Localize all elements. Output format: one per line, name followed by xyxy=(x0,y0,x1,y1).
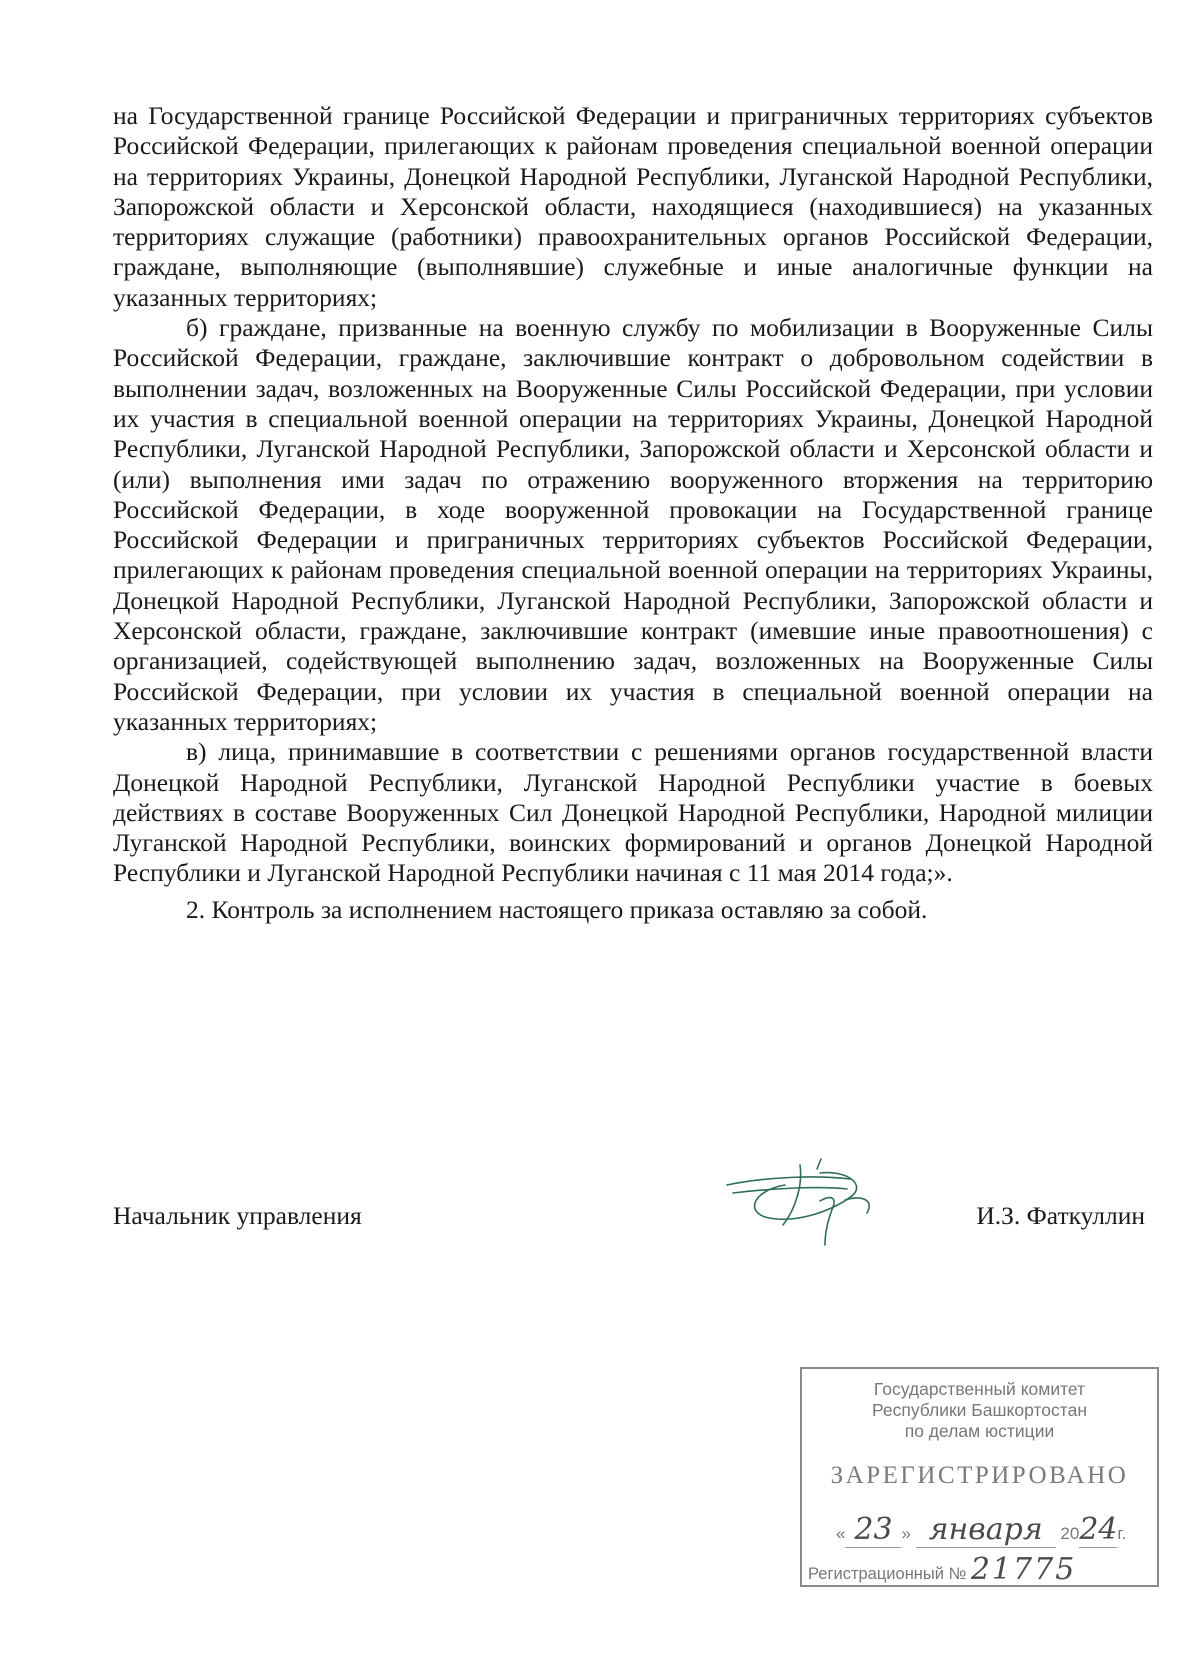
stamp-status: ЗАРЕГИСТРИРОВАНО xyxy=(830,1462,1129,1489)
stamp-org-line: по делам юстиции xyxy=(904,1421,1055,1441)
signatory-position: Начальник управления xyxy=(113,1201,362,1230)
stamp-registration xyxy=(808,1552,1076,1587)
handwritten-signature xyxy=(725,1155,905,1250)
stamp-reg-number: 21775 xyxy=(970,1552,1077,1587)
registration-stamp xyxy=(800,1367,1159,1587)
paragraph-control-clause: 2. Контроль за исполнением настоящего приказа оставляю за собой. xyxy=(186,894,928,924)
stamp-date-year-prefix: 20 xyxy=(1060,1524,1080,1543)
paragraph-continuation: на Государственной границе Российской Федерации и приграничных территориях субъектов Российской Федерации, прилегающих к районам проведения специальной военной операции на территориях Украины, Донецкой Народной Республики, Луганской Народной Республики, Запорожской области и Херсонской области, находящиеся (находившиеся) на указанных территориях служащие (работники) правоохранительных органов Российской Федерации, граждане, выполняющие (выполнявшие) служебные и иные аналогичные функции на указанных территориях; xyxy=(113,101,1153,312)
stamp-date-day: 23 xyxy=(845,1512,901,1548)
stamp-date xyxy=(836,1512,1126,1548)
stamp-org-line: Республики Башкортостан xyxy=(871,1400,1088,1420)
stamp-organization xyxy=(802,1379,1157,1442)
document-body xyxy=(113,101,1153,925)
signatory-name: И.З. Фаткуллин xyxy=(976,1201,1145,1230)
stamp-date-year-unit: г. xyxy=(1117,1524,1127,1543)
stamp-date-close-quote: » xyxy=(901,1524,911,1543)
paragraph-item-b: б) граждане, призванные на военную службу по мобилизации в Вооруженные Силы Российской Федерации, граждане, заключившие контракт о добровольном содействии в выполнении задач, возложенных на Вооруженные Силы Российской Федерации, при условии их участия в специальной военной операции на территориях Украины, Донецкой Народной Республики, Луганской Народной Республики, Запорожской области и Херсонской области и (или) выполнения ими задач по отражению вооруженного вторжения на территорию Российской Федерации, в ходе вооруженной провокации на Государственной границе Российской Федерации и приграничных территориях субъектов Российской Федерации, прилегающих к районам проведения специальной военной операции на территориях Украины, Донецкой Народной Республики, Луганской Народной Республики, Запорожской области и Херсонской области, граждане, заключившие контракт (имевшие иные правоотношения) с организацией, содействующей выполнению задач, возложенных на Вооруженные Силы Российской Федерации, при условии их участия в специальной военной операции на указанных территориях; xyxy=(113,313,1153,736)
stamp-reg-label: Регистрационный № xyxy=(808,1565,967,1583)
stamp-date-year-suffix: 24 xyxy=(1079,1512,1118,1547)
paragraph-item-v: в) лица, принимавшие в соответствии с решениями органов государственной власти Донецкой Народной Республики, Луганской Народной Республики участие в боевых действиях в составе Вооруженных Сил Донецкой Народной Республики, Народной милиции Луганской Народной Республики, воинских формирований и органов Донецкой Народной Республики и Луганской Народной Республики начиная с 11 мая 2014 года;». xyxy=(113,737,1153,888)
stamp-date-open-quote: « xyxy=(836,1524,846,1543)
stamp-date-month: января xyxy=(916,1512,1056,1548)
stamp-org-line: Государственный комитет xyxy=(873,1379,1086,1399)
signature-block xyxy=(113,1201,1153,1241)
